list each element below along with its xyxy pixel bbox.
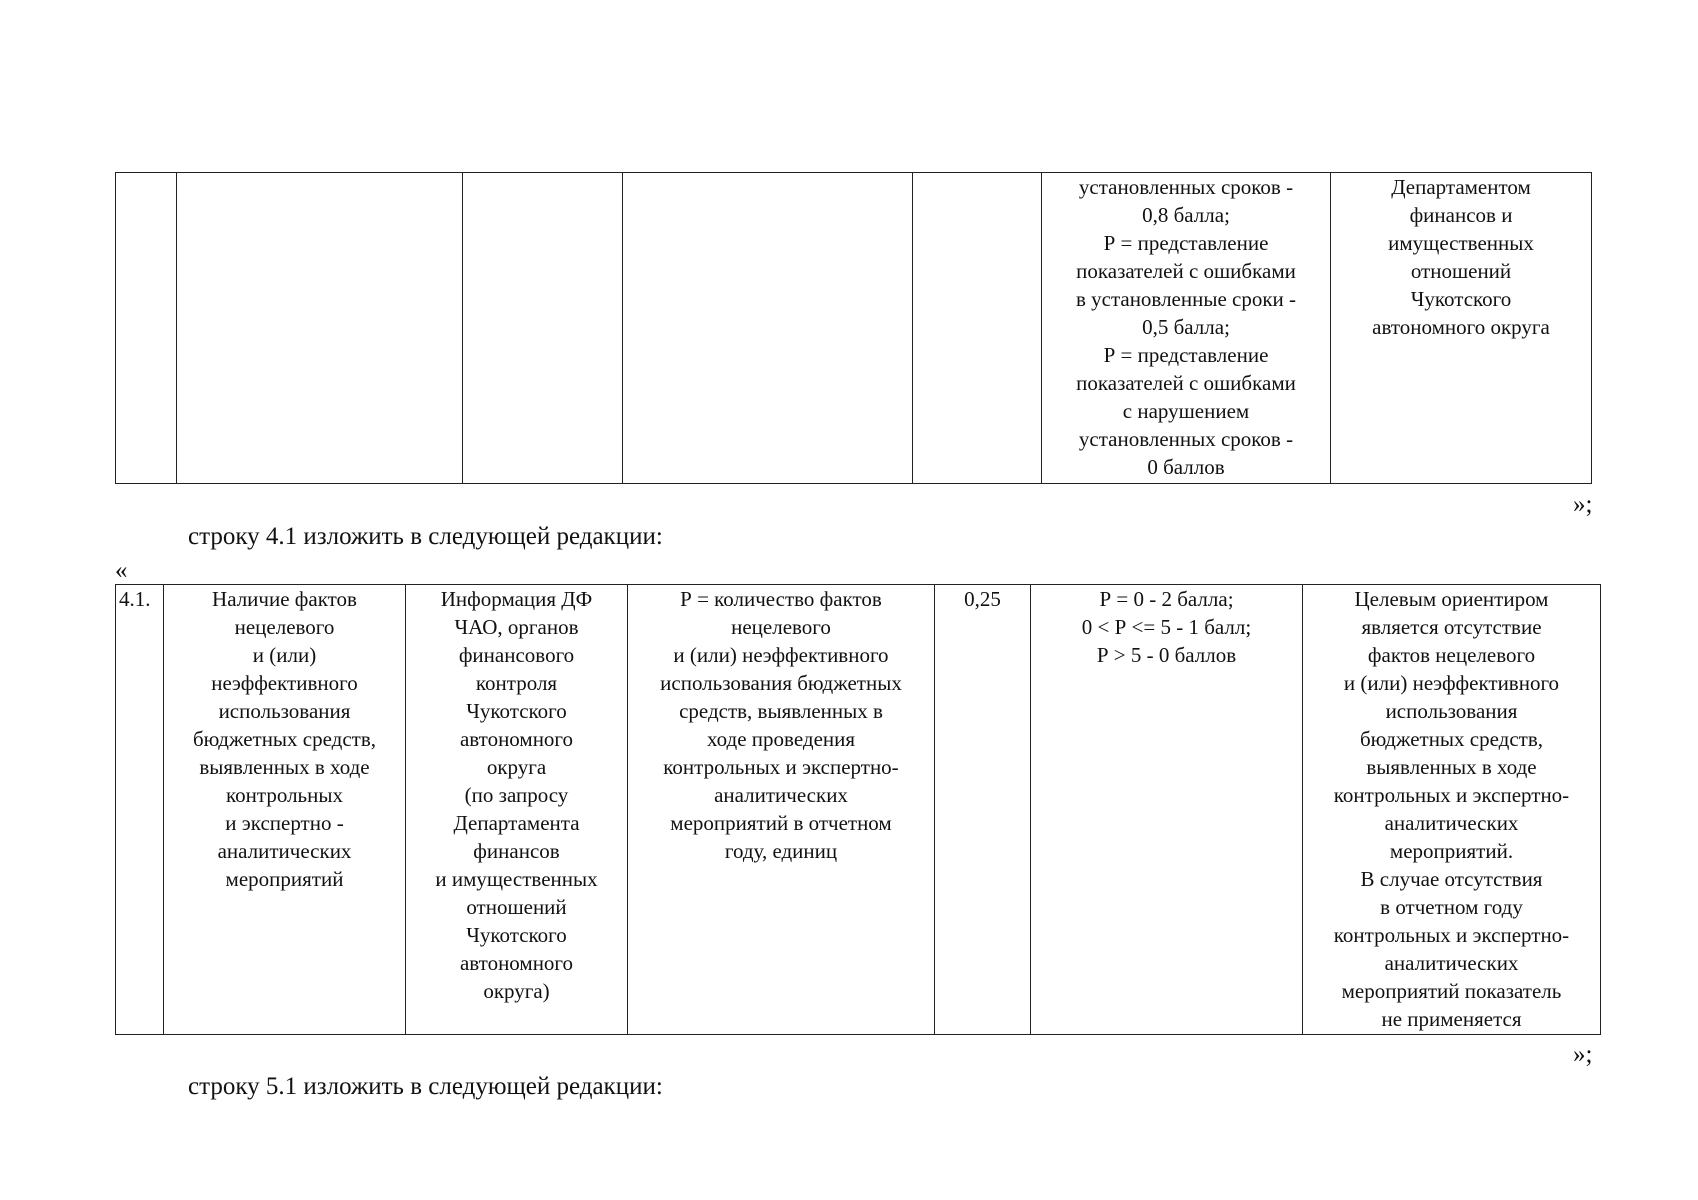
cell-indicator: Наличие фактов нецелевого и (или) неэффективного использования бюджетных средств, выявленных в ходе контрольных и экспертно - аналитических мероприятий [164,585,406,1035]
closing-quote: »; [1573,491,1593,518]
cell-number [116,173,177,484]
top-table-fragment [115,172,1592,484]
cell-formula: Р = количество фактов нецелевого и (или) неэффективного использования бюджетных средств, выявленных в ходе проведения контрольных и экспертно- аналитических мероприятий в отчетном году, единиц [628,585,935,1035]
cell-indicator [177,173,463,484]
instruction-paragraph: строку 4.1 изложить в следующей редакции: [188,523,663,550]
cell-notes: Департаментом финансов и имущественных отношений Чукотского автономного округа [1331,173,1592,484]
cell-notes: Целевым ориентиром является отсутствие фактов нецелевого и (или) неэффективного использования бюджетных средств, выявленных в ходе контрольных и экспертно- аналитических мероприятий. В случае отсутствия в отчетном году контрольных и экспертно- аналитических мероприятий показатель не применяется [1303,585,1601,1035]
cell-source [463,173,623,484]
table-row [116,585,1601,1035]
instruction-paragraph: строку 5.1 изложить в следующей редакции: [188,1073,663,1100]
cell-scoring: установленных сроков - 0,8 балла; Р = представление показателей с ошибками в установленные сроки - 0,5 балла; Р = представление показателей с ошибками с нарушением установленных сроков - 0 баллов [1042,173,1331,484]
row-4-1-table [115,584,1601,1035]
cell-weight: 0,25 [935,585,1031,1035]
cell-weight [913,173,1042,484]
cell-source: Информация ДФ ЧАО, органов финансового контроля Чукотского автономного округа (по запросу Департамента финансов и имущественных отношений Чукотского автономного округа) [406,585,628,1035]
table-row [116,173,1592,484]
cell-number: 4.1. [116,585,164,1035]
closing-quote: »; [1573,1041,1593,1068]
cell-scoring: Р = 0 - 2 балла; 0 < Р <= 5 - 1 балл; Р > 5 - 0 баллов [1031,585,1303,1035]
cell-formula [623,173,913,484]
opening-quote: « [115,557,128,584]
